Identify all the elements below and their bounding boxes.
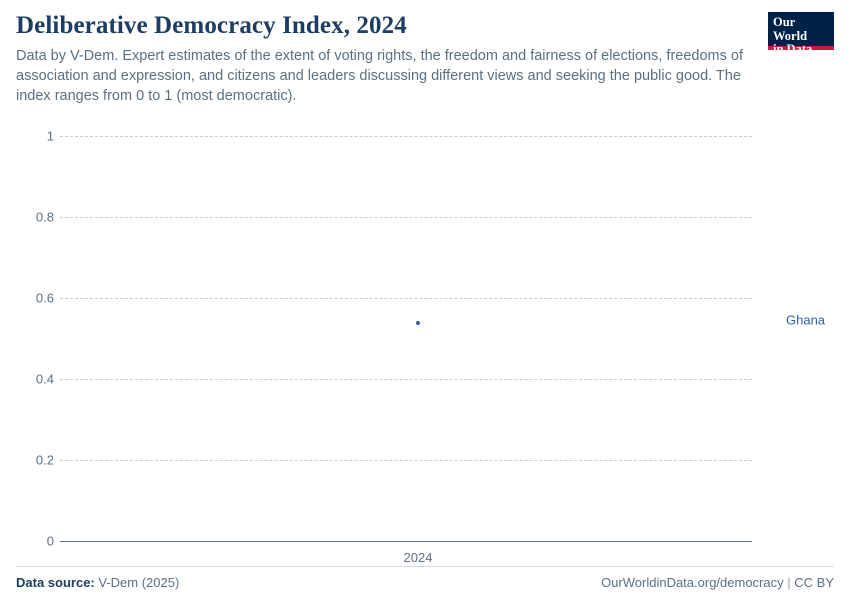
gridline-0.6 [60,298,752,299]
y-tick-label: 0.2 [35,452,54,468]
y-tick-label: 0.6 [35,290,54,306]
footer-separator: | [787,575,791,590]
chart-subtitle: Data by V-Dem. Expert estimates of the extent of voting rights, the freedom and fairness of elections, freedoms of association and expression, and citizens and leaders discussing different views and seeking the public good. The index ranges from 0 to 1 (most democratic). [16,48,743,104]
logo-line-2: in Data [773,42,813,56]
plot-area [16,120,834,570]
gridline-0.2 [60,460,752,461]
data-source-label: Data source: [16,575,95,590]
site-link[interactable]: OurWorldinData.org/democracy [601,575,784,590]
data-source [16,575,179,590]
owid-logo[interactable] [768,12,834,56]
series-label-ghana[interactable]: Ghana [786,312,826,328]
data-source-value: V-Dem (2025) [98,575,180,590]
page-title: Deliberative Democracy Index, 2024 [16,12,407,39]
x-axis-line [60,541,752,542]
chart-header [16,12,834,106]
y-tick-label: 0.8 [35,209,54,225]
chart-footer [16,566,834,590]
y-tick-label: 1 [46,128,54,144]
y-tick-label: 0 [46,533,54,549]
y-tick-label: 0.4 [35,371,54,387]
gridline-1 [60,136,752,137]
license-link[interactable]: CC BY [794,575,834,590]
logo-line-1: Our World [773,15,808,43]
gridline-0.4 [60,379,752,380]
x-tick-label: 2024 [403,550,433,565]
data-point-ghana[interactable] [416,321,420,325]
gridline-0.8 [60,217,752,218]
footer-links [601,575,834,590]
